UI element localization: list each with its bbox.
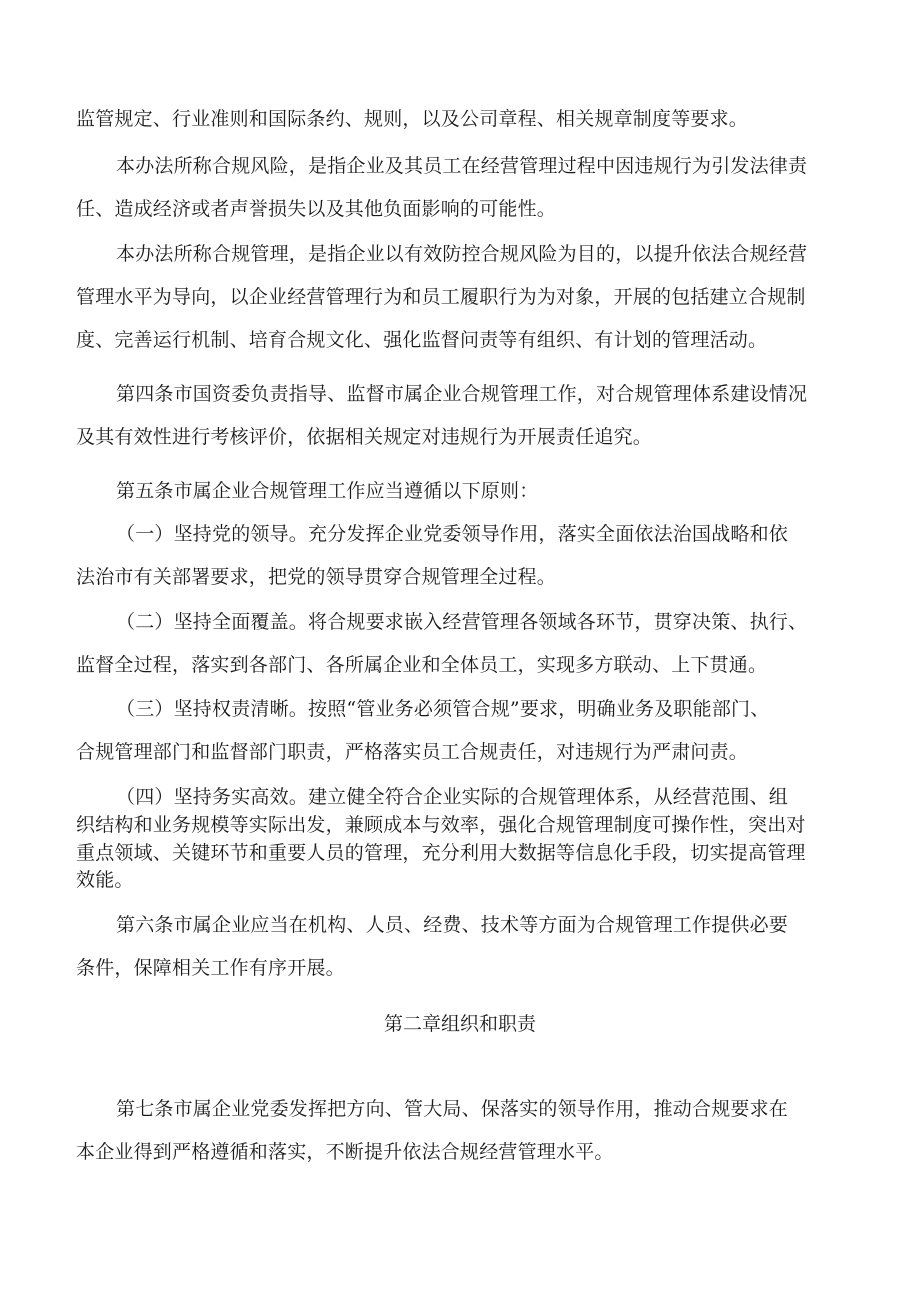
- text-line: 本办法所称合规管理，是指企业以有效防控合规风险为目的，以提升依法合规经营: [116, 243, 808, 265]
- text-line: （二）坚持全面覆盖。将合规要求嵌入经营管理各领域各环节，贯穿决策、执行、: [116, 611, 808, 633]
- text-line: 第五条市属企业合规管理工作应当遵循以下原则：: [116, 480, 539, 502]
- text-line: 合规管理部门和监督部门职责，严格落实员工合规责任，对违规行为严肃问责。: [76, 741, 749, 763]
- text-line: 本办法所称合规风险，是指企业及其员工在经营管理过程中因违规行为引发法律责: [116, 155, 808, 177]
- text-line: （四）坚持务实高效。建立健全符合企业实际的合规管理体系，从经营范围、组: [116, 786, 789, 808]
- text-line: 任、造成经济或者声誉损失以及其他负面影响的可能性。: [76, 198, 557, 220]
- text-line: 第六条市属企业应当在机构、人员、经费、技术等方面为合规管理工作提供必要: [116, 914, 789, 936]
- text-line: （三）坚持权责清晰。按照“管业务必须管合规”要求，明确业务及职能部门、: [116, 698, 770, 720]
- text-line: （一）坚持党的领导。充分发挥企业党委领导作用，落实全面依法治国战略和依: [116, 523, 789, 545]
- text-line: 效能。: [76, 869, 134, 891]
- text-line: 监管规定、行业准则和国际条约、规则，以及公司章程、相关规章制度等要求。: [76, 108, 749, 130]
- text-line: 第四条市国资委负责指导、监督市属企业合规管理工作，对合规管理体系建设情况: [116, 383, 808, 405]
- text-line: 度、完善运行机制、培育合规文化、强化监督问责等有组织、有计划的管理活动。: [76, 329, 768, 351]
- text-line: 第七条市属企业党委发挥把方向、管大局、保落实的领导作用，推动合规要求在: [116, 1098, 789, 1120]
- chapter-heading: 第二章组织和职责: [383, 1013, 536, 1035]
- text-line: 重点领域、关键环节和重要人员的管理，充分利用大数据等信息化手段，切实提高管理: [76, 842, 806, 864]
- text-line: 本企业得到严格遵循和落实，不断提升依法合规经营管理水平。: [76, 1141, 614, 1163]
- text-line: 条件，保障相关工作有序开展。: [76, 957, 345, 979]
- text-line: 管理水平为导向，以企业经营管理行为和员工履职行为为对象，开展的包括建立合规制: [76, 286, 806, 308]
- text-line: 及其有效性进行考核评价，依据相关规定对违规行为开展责任追究。: [76, 426, 653, 448]
- text-line: 织结构和业务规模等实际出发，兼顾成本与效率，强化合规管理制度可操作性，突出对: [76, 814, 806, 836]
- text-line: 法治市有关部署要求，把党的领导贯穿合规管理全过程。: [76, 566, 557, 588]
- text-line: 监督全过程，落实到各部门、各所属企业和全体员工，实现多方联动、上下贯通。: [76, 654, 768, 676]
